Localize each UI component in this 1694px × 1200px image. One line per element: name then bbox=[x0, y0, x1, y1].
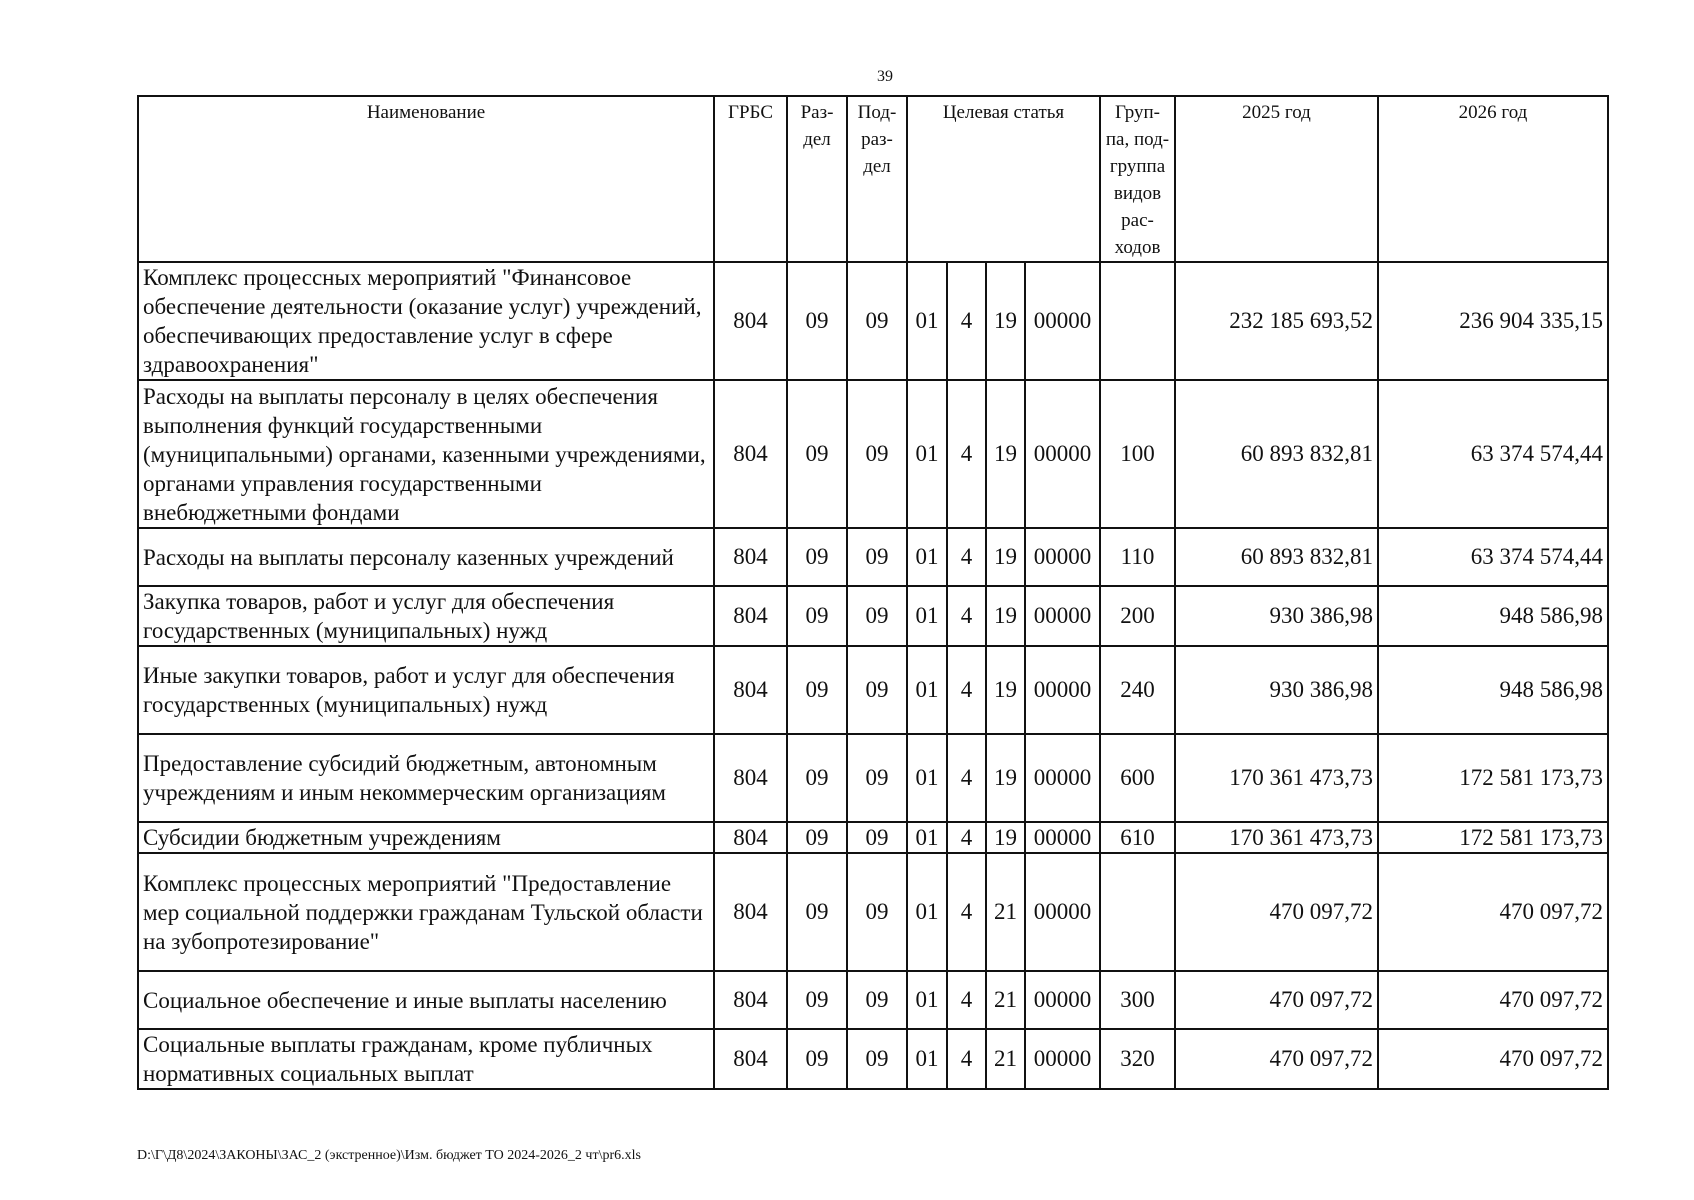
cell-target-complex: 19 bbox=[986, 380, 1025, 528]
cell-grbs: 804 bbox=[714, 971, 787, 1029]
row-name: Комплекс процессных мероприятий "Финансовое обеспечение деятельности (оказание услуг) учреждений, обеспечивающих предоставление услуг в сфере здравоохранения" bbox=[138, 262, 714, 380]
header-razdel: Раз- дел bbox=[787, 96, 847, 262]
cell-razdel: 09 bbox=[787, 853, 847, 971]
cell-target-program: 01 bbox=[907, 971, 947, 1029]
cell-razdel: 09 bbox=[787, 380, 847, 528]
table-body bbox=[138, 262, 1608, 1089]
cell-target-direction: 00000 bbox=[1025, 528, 1100, 586]
header-grbs: ГРБС bbox=[714, 96, 787, 262]
cell-amount-2026: 470 097,72 bbox=[1378, 853, 1608, 971]
header-row bbox=[138, 96, 1608, 262]
header-2025: 2025 год bbox=[1175, 96, 1378, 262]
cell-target-complex: 21 bbox=[986, 971, 1025, 1029]
cell-razdel: 09 bbox=[787, 971, 847, 1029]
cell-amount-2026: 470 097,72 bbox=[1378, 971, 1608, 1029]
cell-target-complex: 19 bbox=[986, 586, 1025, 646]
footer-file-path: D:\Г\Д8\2024\ЗАКОНЫ\ЗАС_2 (экстренное)\Изм. бюджет ТО 2024-2026_2 чт\pr6.xls bbox=[137, 1148, 641, 1163]
cell-target-direction: 00000 bbox=[1025, 586, 1100, 646]
cell-target-program: 01 bbox=[907, 1029, 947, 1089]
cell-expense-group: 240 bbox=[1100, 646, 1175, 734]
cell-target-type: 4 bbox=[947, 586, 986, 646]
cell-amount-2025: 470 097,72 bbox=[1175, 853, 1378, 971]
cell-grbs: 804 bbox=[714, 734, 787, 822]
cell-target-direction: 00000 bbox=[1025, 262, 1100, 380]
cell-target-complex: 19 bbox=[986, 734, 1025, 822]
cell-amount-2025: 170 361 473,73 bbox=[1175, 734, 1378, 822]
cell-grbs: 804 bbox=[714, 528, 787, 586]
cell-grbs: 804 bbox=[714, 1029, 787, 1089]
cell-target-program: 01 bbox=[907, 262, 947, 380]
cell-podrazdel: 09 bbox=[847, 971, 907, 1029]
cell-amount-2025: 930 386,98 bbox=[1175, 586, 1378, 646]
cell-grbs: 804 bbox=[714, 646, 787, 734]
cell-target-complex: 19 bbox=[986, 822, 1025, 853]
cell-target-type: 4 bbox=[947, 853, 986, 971]
cell-amount-2025: 60 893 832,81 bbox=[1175, 528, 1378, 586]
table-row bbox=[138, 586, 1608, 646]
cell-grbs: 804 bbox=[714, 262, 787, 380]
cell-amount-2025: 930 386,98 bbox=[1175, 646, 1378, 734]
cell-podrazdel: 09 bbox=[847, 853, 907, 971]
cell-target-complex: 19 bbox=[986, 262, 1025, 380]
cell-grbs: 804 bbox=[714, 853, 787, 971]
cell-razdel: 09 bbox=[787, 1029, 847, 1089]
table-row bbox=[138, 734, 1608, 822]
cell-amount-2026: 236 904 335,15 bbox=[1378, 262, 1608, 380]
cell-target-type: 4 bbox=[947, 646, 986, 734]
table-row bbox=[138, 822, 1608, 853]
cell-expense-group bbox=[1100, 853, 1175, 971]
cell-target-direction: 00000 bbox=[1025, 822, 1100, 853]
cell-podrazdel: 09 bbox=[847, 528, 907, 586]
cell-razdel: 09 bbox=[787, 734, 847, 822]
row-name: Иные закупки товаров, работ и услуг для обеспечения государственных (муниципальных) нужд bbox=[138, 646, 714, 734]
cell-target-direction: 00000 bbox=[1025, 734, 1100, 822]
cell-expense-group: 200 bbox=[1100, 586, 1175, 646]
budget-table bbox=[137, 95, 1609, 1090]
cell-expense-group: 110 bbox=[1100, 528, 1175, 586]
row-name: Социальное обеспечение и иные выплаты населению bbox=[138, 971, 714, 1029]
cell-amount-2026: 470 097,72 bbox=[1378, 1029, 1608, 1089]
cell-razdel: 09 bbox=[787, 646, 847, 734]
cell-amount-2025: 470 097,72 bbox=[1175, 971, 1378, 1029]
row-name: Предоставление субсидий бюджетным, автономным учреждениям и иным некоммерческим организациям bbox=[138, 734, 714, 822]
table-row bbox=[138, 528, 1608, 586]
cell-target-program: 01 bbox=[907, 380, 947, 528]
cell-grbs: 804 bbox=[714, 380, 787, 528]
cell-expense-group: 300 bbox=[1100, 971, 1175, 1029]
cell-amount-2026: 63 374 574,44 bbox=[1378, 380, 1608, 528]
row-name: Социальные выплаты гражданам, кроме публичных нормативных социальных выплат bbox=[138, 1029, 714, 1089]
table-row bbox=[138, 1029, 1608, 1089]
row-name: Закупка товаров, работ и услуг для обеспечения государственных (муниципальных) нужд bbox=[138, 586, 714, 646]
cell-expense-group: 610 bbox=[1100, 822, 1175, 853]
header-2026: 2026 год bbox=[1378, 96, 1608, 262]
cell-amount-2025: 232 185 693,52 bbox=[1175, 262, 1378, 380]
cell-target-direction: 00000 bbox=[1025, 646, 1100, 734]
page-number: 39 bbox=[877, 68, 893, 85]
cell-podrazdel: 09 bbox=[847, 734, 907, 822]
cell-expense-group: 600 bbox=[1100, 734, 1175, 822]
cell-amount-2025: 170 361 473,73 bbox=[1175, 822, 1378, 853]
cell-target-type: 4 bbox=[947, 262, 986, 380]
cell-podrazdel: 09 bbox=[847, 822, 907, 853]
cell-podrazdel: 09 bbox=[847, 646, 907, 734]
cell-razdel: 09 bbox=[787, 528, 847, 586]
header-expense-group: Груп- па, под- группа видов рас- ходов bbox=[1100, 96, 1175, 262]
row-name: Расходы на выплаты персоналу казенных учреждений bbox=[138, 528, 714, 586]
cell-amount-2026: 63 374 574,44 bbox=[1378, 528, 1608, 586]
cell-amount-2026: 172 581 173,73 bbox=[1378, 822, 1608, 853]
table-row bbox=[138, 853, 1608, 971]
cell-expense-group: 320 bbox=[1100, 1029, 1175, 1089]
cell-target-program: 01 bbox=[907, 586, 947, 646]
cell-amount-2025: 470 097,72 bbox=[1175, 1029, 1378, 1089]
cell-razdel: 09 bbox=[787, 822, 847, 853]
header-podrazdel: Под- раз- дел bbox=[847, 96, 907, 262]
cell-target-type: 4 bbox=[947, 1029, 986, 1089]
table-row bbox=[138, 646, 1608, 734]
cell-podrazdel: 09 bbox=[847, 586, 907, 646]
cell-target-complex: 21 bbox=[986, 853, 1025, 971]
header-target-article: Целевая статья bbox=[907, 96, 1100, 262]
cell-razdel: 09 bbox=[787, 262, 847, 380]
cell-target-direction: 00000 bbox=[1025, 1029, 1100, 1089]
row-name: Комплекс процессных мероприятий "Предоставление мер социальной поддержки гражданам Тульской области на зубопротезирование" bbox=[138, 853, 714, 971]
table-row bbox=[138, 971, 1608, 1029]
cell-target-type: 4 bbox=[947, 734, 986, 822]
cell-target-complex: 19 bbox=[986, 528, 1025, 586]
cell-target-program: 01 bbox=[907, 528, 947, 586]
row-name: Субсидии бюджетным учреждениям bbox=[138, 822, 714, 853]
cell-amount-2026: 172 581 173,73 bbox=[1378, 734, 1608, 822]
row-name: Расходы на выплаты персоналу в целях обеспечения выполнения функций государственными (муниципальными) органами, казенными учреждениями, органами управления государственными внебюджетными фондами bbox=[138, 380, 714, 528]
cell-razdel: 09 bbox=[787, 586, 847, 646]
cell-target-direction: 00000 bbox=[1025, 380, 1100, 528]
cell-target-program: 01 bbox=[907, 853, 947, 971]
cell-amount-2025: 60 893 832,81 bbox=[1175, 380, 1378, 528]
cell-target-type: 4 bbox=[947, 971, 986, 1029]
cell-target-direction: 00000 bbox=[1025, 853, 1100, 971]
cell-podrazdel: 09 bbox=[847, 262, 907, 380]
cell-target-program: 01 bbox=[907, 822, 947, 853]
cell-podrazdel: 09 bbox=[847, 380, 907, 528]
cell-amount-2026: 948 586,98 bbox=[1378, 646, 1608, 734]
table-row bbox=[138, 262, 1608, 380]
cell-target-type: 4 bbox=[947, 822, 986, 853]
cell-target-complex: 19 bbox=[986, 646, 1025, 734]
cell-target-direction: 00000 bbox=[1025, 971, 1100, 1029]
cell-target-type: 4 bbox=[947, 528, 986, 586]
cell-target-program: 01 bbox=[907, 734, 947, 822]
cell-podrazdel: 09 bbox=[847, 1029, 907, 1089]
cell-target-complex: 21 bbox=[986, 1029, 1025, 1089]
cell-expense-group bbox=[1100, 262, 1175, 380]
cell-target-program: 01 bbox=[907, 646, 947, 734]
cell-grbs: 804 bbox=[714, 586, 787, 646]
table-row bbox=[138, 380, 1608, 528]
cell-expense-group: 100 bbox=[1100, 380, 1175, 528]
cell-target-type: 4 bbox=[947, 380, 986, 528]
cell-grbs: 804 bbox=[714, 822, 787, 853]
cell-amount-2026: 948 586,98 bbox=[1378, 586, 1608, 646]
header-name: Наименование bbox=[138, 96, 714, 262]
